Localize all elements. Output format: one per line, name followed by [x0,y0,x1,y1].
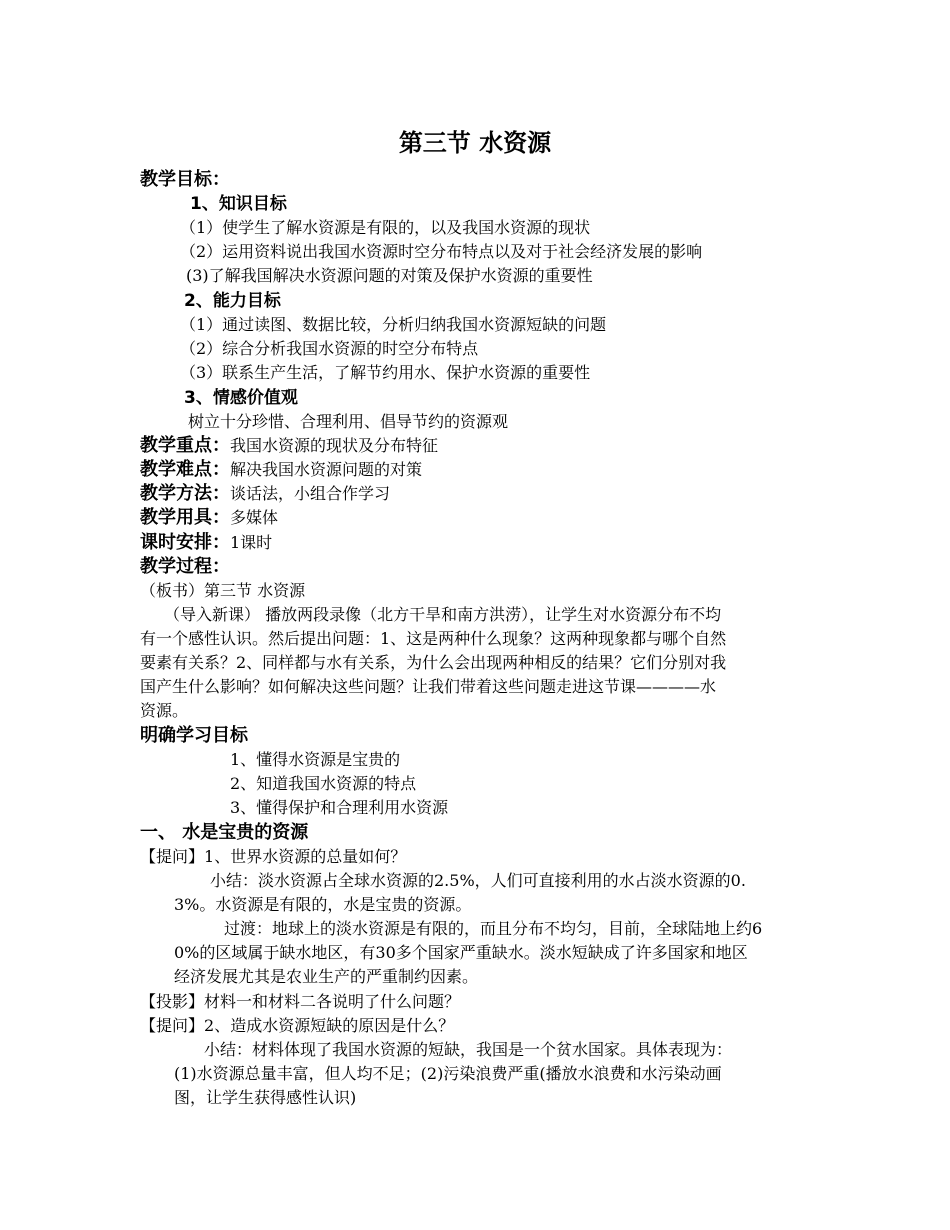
projection-row [140,990,460,1014]
key-point-row [140,434,438,458]
method-row [140,482,390,506]
intro-line: 要素有关系？2、同样都与水有关系，为什么会出现两种相反的结果？它们分别对我 [140,653,727,672]
method-label: 教学方法： [140,483,230,504]
summary-two-line: 小结：材料体现了我国水资源的短缺，我国是一个贫水国家。具体表现为： [204,1040,733,1059]
intro-line: （导入新课） 播放两段录像（北方干旱和南方洪涝），让学生对水资源分布不均 [164,605,722,624]
question-two [140,1014,454,1038]
transition-line: 0%的区域属于缺水地区，有30多个国家严重缺水。淡水短缺成了许多国家和地区 [174,943,748,962]
summary-one-line: 3%。水资源是有限的，水是宝贵的资源。 [174,895,472,914]
question-one [140,845,406,869]
method-value: 谈话法，小组合作学习 [230,484,391,503]
emotion-goal-text: 树立十分珍惜、合理利用、倡导节约的资源观 [188,412,509,431]
transition-line: 经济发展尤其是农业生产的严重制约因素。 [174,967,479,986]
ability-goal-heading: 2、能力目标 [184,291,281,311]
learning-goal-item: 3、懂得保护和合理利用水资源 [230,798,449,817]
difficulty-label: 教学难点： [140,459,230,480]
knowledge-goal-item: (3)了解我国解决水资源问题的对策及保护水资源的重要性 [186,266,593,285]
question-one-text: 1、世界水资源的总量如何？ [204,847,407,866]
schedule-row [140,531,272,555]
transition-line: 过渡：地球上的淡水资源是有限的，而且分布不均匀，目前，全球陆地上约6 [224,919,763,938]
summary-two-line: (1)水资源总量丰富，但人均不足；(2)污染浪费严重(播放水浪费和水污染动画 [174,1064,722,1083]
schedule-label: 课时安排： [140,532,230,553]
tools-row [140,506,278,530]
ability-goal-item: （2）综合分析我国水资源的时空分布特点 [180,339,479,358]
process-heading: 教学过程： [140,556,230,577]
knowledge-goal-item: （1）使学生了解水资源是有限的，以及我国水资源的现状 [180,218,591,237]
projection-text: 材料一和材料二各说明了什么问题？ [204,992,461,1011]
emotion-goal-heading: 3、情感价值观 [184,388,298,408]
learning-goal-item: 2、知道我国水资源的特点 [230,774,417,793]
question-tag: 【提问】 [140,1016,205,1035]
objectives-heading: 教学目标： [140,169,230,190]
projection-tag: 【投影】 [140,992,205,1011]
learning-goals-heading: 明确学习目标 [140,725,248,746]
key-point-value: 我国水资源的现状及分布特征 [230,436,439,455]
learning-goal-item: 1、懂得水资源是宝贵的 [230,750,401,769]
schedule-value: 1课时 [230,533,273,552]
tools-value: 多媒体 [230,508,279,527]
knowledge-goal-heading: 1、知识目标 [190,194,287,214]
intro-line: 有一个感性认识。然后提出问题：1、这是两种什么现象？这两种现象都与哪个自然 [140,629,727,648]
section-one-heading: 一、 水是宝贵的资源 [140,822,309,843]
question-two-text: 2、造成水资源短缺的原因是什么？ [204,1016,455,1035]
intro-line: 国产生什么影响？如何解决这些问题？让我们带着这些问题走进这节课————水 [140,677,717,696]
intro-line: 资源。 [140,701,189,720]
ability-goal-item: （1）通过读图、数据比较，分析归纳我国水资源短缺的问题 [180,315,607,334]
summary-two-line: 图，让学生获得感性认识) [174,1088,357,1107]
key-point-label: 教学重点： [140,435,230,456]
tools-label: 教学用具： [140,507,230,528]
knowledge-goal-item: （2）运用资料说出我国水资源时空分布特点以及对于社会经济发展的影响 [180,242,703,261]
ability-goal-item: （3）联系生产生活，了解节约用水、保护水资源的重要性 [180,363,591,382]
difficulty-value: 解决我国水资源问题的对策 [230,460,423,479]
summary-one-line: 小结：淡水资源占全球水资源的2.5%，人们可直接利用的水占淡水资源的0. [210,871,746,890]
question-tag: 【提问】 [140,847,205,866]
board-writing: （板书）第三节 水资源 [140,581,306,600]
difficulty-row [140,458,422,482]
page-title: 第三节 水资源 [398,129,552,157]
